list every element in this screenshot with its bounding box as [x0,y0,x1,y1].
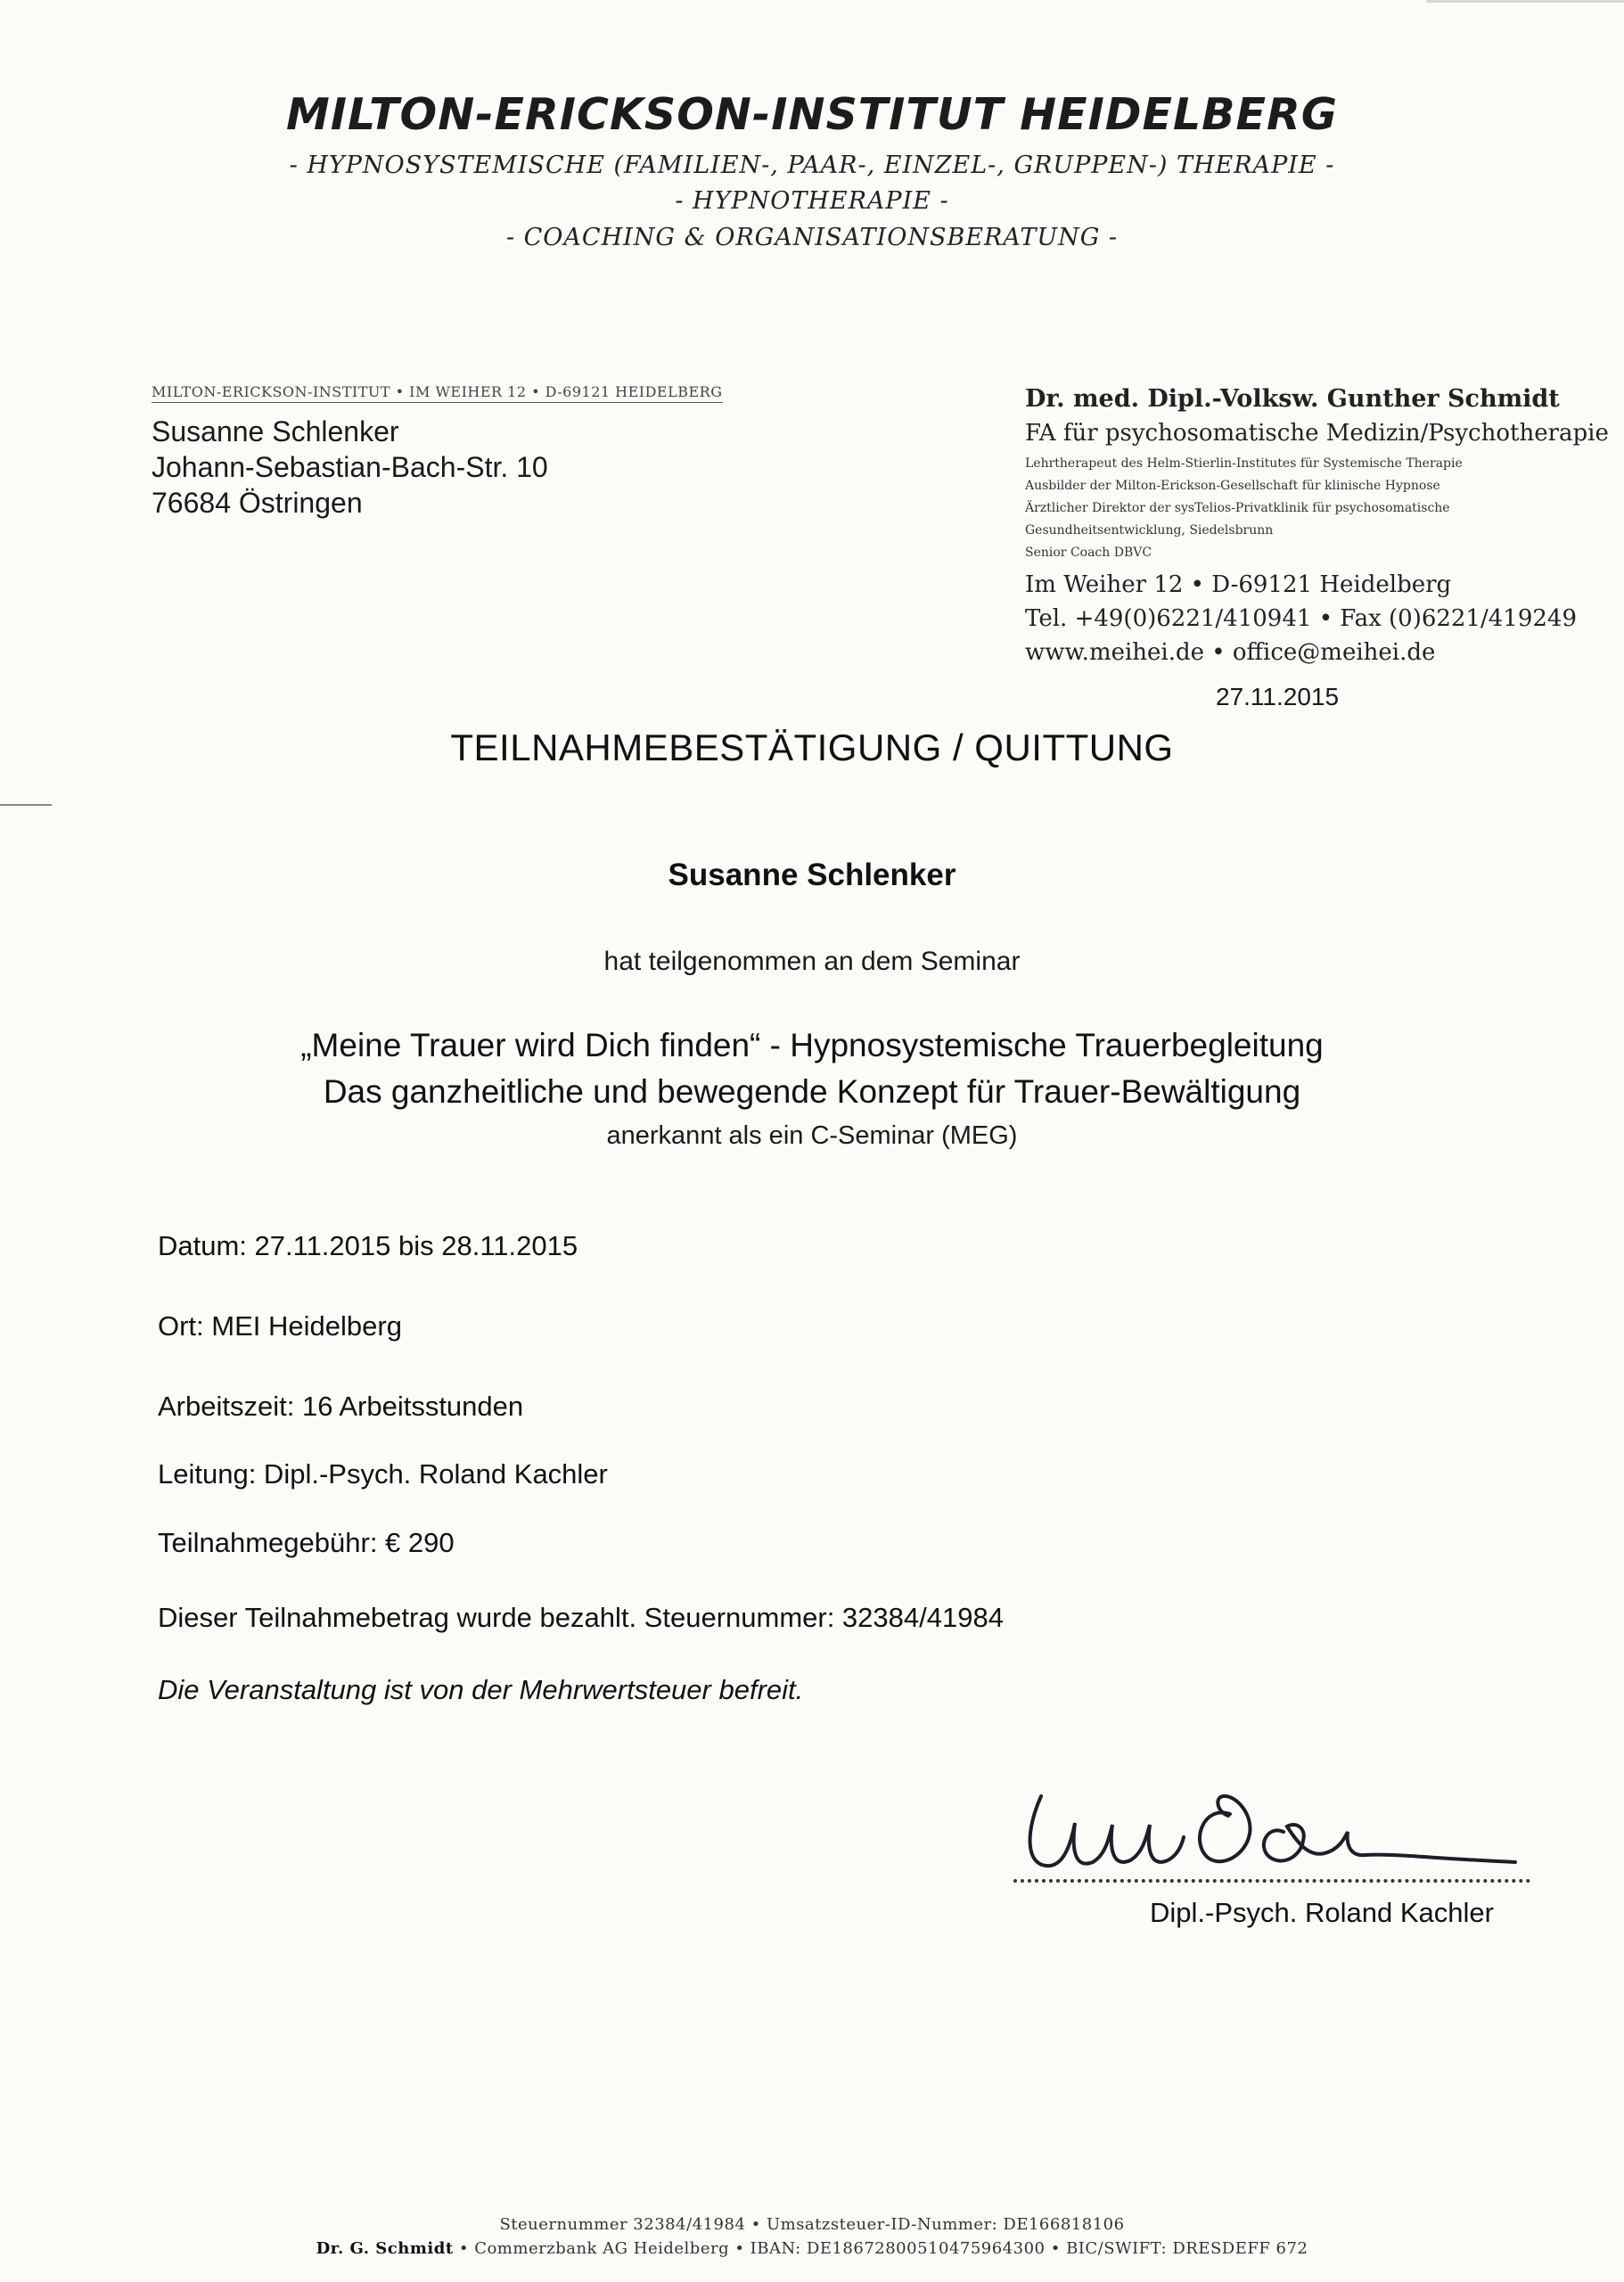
sender-role: Ärztlicher Direktor der sysTelios-Privatklinik für psychosomatische [1025,501,1450,515]
detail-fee: Teilnahmegebühr: € 290 [158,1527,455,1558]
signature-line [1013,1879,1530,1883]
recipient-address [152,414,548,521]
letterhead-line-coaching: - COACHING & ORGANISATIONSBERATUNG - [505,224,1119,251]
signatory-name: Dipl.-Psych. Roland Kachler [1150,1897,1494,1928]
footer-owner: Dr. G. Schmidt [316,2239,454,2258]
sender-role: Lehrtherapeut des Helm-Stierlin-Institutes für Systemische Therapie [1025,456,1463,471]
detail-payment-note: Dieser Teilnahmebetrag wurde bezahlt. Steuernummer: 32384/41984 [158,1602,1004,1633]
sender-title: FA für psychosomatische Medizin/Psychotherapie [1025,420,1609,447]
seminar-subtitle: Das ganzheitliche und bewegende Konzept für Trauer-Bewältigung [323,1073,1301,1110]
sender-address: Im Weiher 12 • D-69121 Heidelberg [1025,571,1452,598]
detail-location: Ort: MEI Heidelberg [158,1310,402,1342]
letter-date: 27.11.2015 [1216,683,1340,710]
detail-date: Datum: 27.11.2015 bis 28.11.2015 [158,1230,578,1261]
document-title: TEILNAHMEBESTÄTIGUNG / QUITTUNG [450,726,1174,768]
sender-phone: Tel. +49(0)6221/410941 • Fax (0)6221/419249 [1025,605,1578,632]
recipient-street: Johann-Sebastian-Bach-Str. 10 [152,451,548,483]
seminar-recognition: anerkannt als ein C-Seminar (MEG) [606,1121,1018,1150]
scan-edge-mark [1426,0,1624,3]
sender-role: Senior Coach DBVC [1025,546,1152,560]
detail-working-hours: Arbeitszeit: 16 Arbeitsstunden [158,1391,524,1422]
footer-bank-details: • Commerzbank AG Heidelberg • IBAN: DE18672800510475964300 • BIC/SWIFT: DRESDEFF 672 [453,2239,1308,2258]
handwritten-signature [1016,1769,1533,1885]
attended-statement: hat teilgenommen an dem Seminar [603,947,1021,976]
sender-role: Gesundheitsentwicklung, Siedelsbrunn [1025,523,1274,538]
institute-name: MILTON-ERICKSON-INSTITUT HEIDELBERG [286,89,1338,140]
footer-bank-info [0,2239,1624,2258]
footer-tax-info: Steuernummer 32384/41984 • Umsatzsteuer-ID-Nummer: DE166818106 [499,2215,1125,2234]
detail-vat-exemption: Die Veranstaltung ist von der Mehrwertsteuer befreit. [158,1674,804,1705]
recipient-city: 76684 Östringen [152,487,363,519]
sender-block [1025,382,1613,669]
detail-lead: Leitung: Dipl.-Psych. Roland Kachler [158,1458,608,1490]
sender-web: www.meihei.de • office@meihei.de [1025,639,1436,666]
fold-mark [0,804,52,806]
seminar-title: „Meine Trauer wird Dich finden“ - Hypnosystemische Trauerbegleitung [300,1027,1324,1063]
sender-roles [1025,453,1613,564]
return-address: MILTON-ERICKSON-INSTITUT • IM WEIHER 12 • D-69121 HEIDELBERG [152,383,723,403]
letterhead-line-hypnotherapy: - HYPNOTHERAPIE - [675,187,949,215]
recipient-name: Susanne Schlenker [152,415,399,447]
sender-name: Dr. med. Dipl.-Volksw. Gunther Schmidt [1025,385,1560,413]
participant-name: Susanne Schlenker [668,858,956,892]
sender-role: Ausbilder der Milton-Erickson-Gesellschaft für klinische Hypnose [1025,479,1440,493]
letterhead-line-therapy: - HYPNOSYSTEMISCHE (FAMILIEN-, PAAR-, EINZEL-, GRUPPEN-) THERAPIE - [289,152,1335,179]
